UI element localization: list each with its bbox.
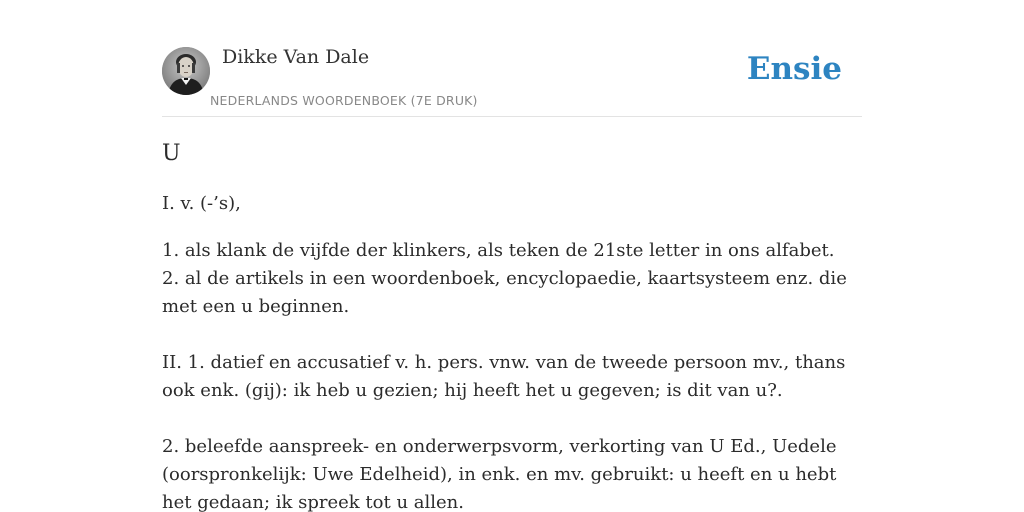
grammar-note: I. v. (-’s), — [162, 193, 241, 214]
definition-item: 1. als klank de vijfde der klinkers, als teken de 21ste letter in ons alfabet. — [162, 240, 835, 261]
source-link[interactable]: NEDERLANDS WOORDENBOEK (7E DRUK) — [210, 93, 478, 108]
author-link[interactable]: Dikke Van Dale — [222, 46, 370, 68]
entry-content — [162, 138, 862, 512]
definition-item: II. 1. datief en accusatief v. h. pers. vnw. van de tweede persoon mv., thans ook enk. (gij): ik heb u gezien; hij heeft het u gegeven; is dit van u?. — [162, 352, 846, 401]
definition-list — [162, 237, 862, 512]
definition-item: 2. beleefde aanspreek- en onderwerpsvorm, verkorting van U Ed., Uedele (oorspronkelijk: Uwe Edelheid), in enk. en mv. gebruikt: u heeft en u hebt het gedaan; ik spreek tot u allen. — [162, 436, 837, 512]
definition-item: 2. al de artikels in een woordenboek, encyclopaedie, kaartsysteem enz. die met een u beginnen. — [162, 268, 847, 317]
portrait-icon — [162, 47, 210, 95]
entry-header — [162, 46, 862, 117]
author-avatar[interactable] — [162, 47, 210, 95]
ensie-logo-link[interactable]: Ensie — [746, 51, 842, 87]
entry-title: U — [162, 141, 181, 166]
